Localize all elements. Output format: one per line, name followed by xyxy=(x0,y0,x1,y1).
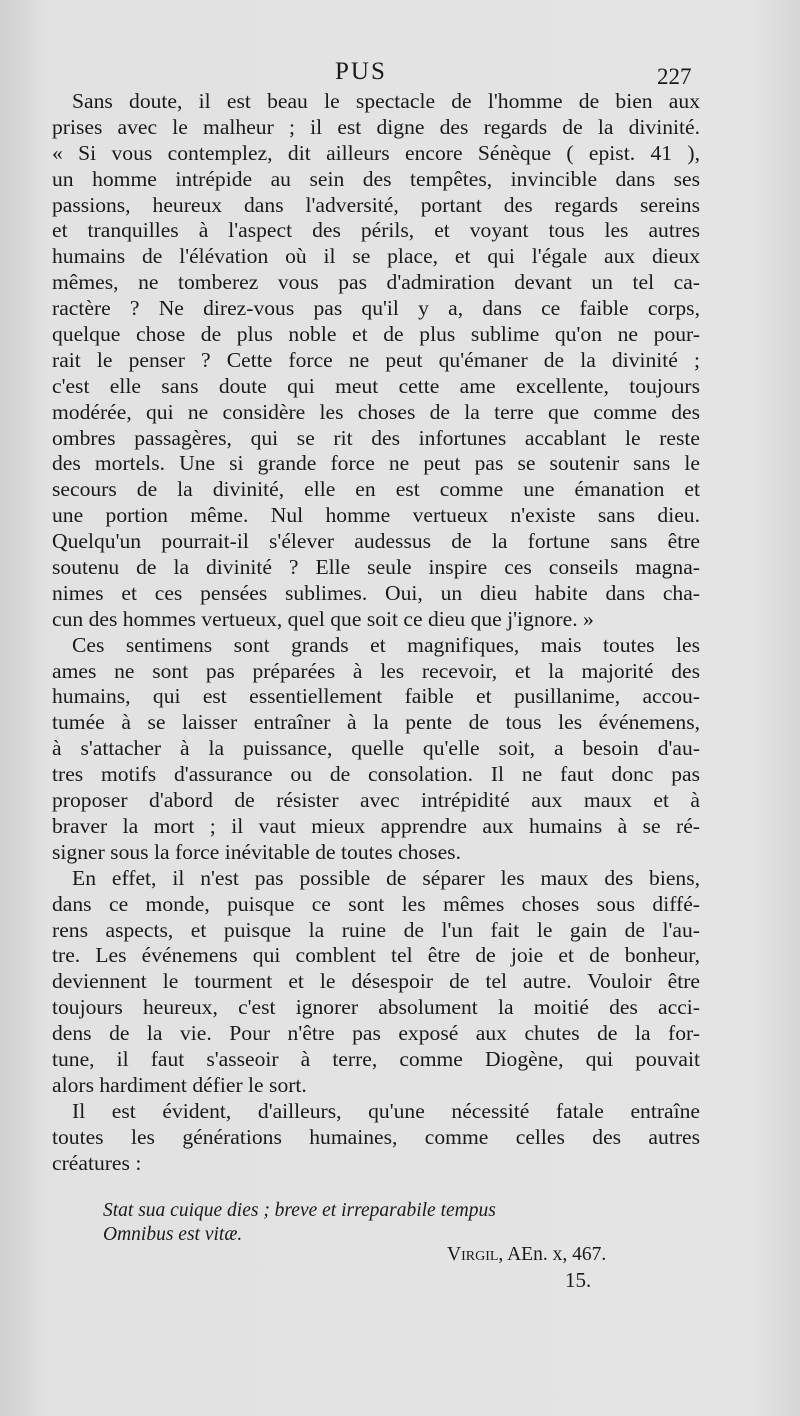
page-number: 227 xyxy=(657,64,692,89)
text-line: ames ne sont pas préparées à les recevoir, et la majorité des xyxy=(52,658,700,683)
text-line: des mortels. Une si grande force ne peut pas se soutenir sans le xyxy=(52,451,700,476)
text-line: alors hardiment défier le sort. xyxy=(52,1072,307,1097)
text-line: mêmes, ne tomberez vous pas d'admiration devant un tel ca- xyxy=(52,270,700,295)
text-line: nimes et ces pensées sublimes. Oui, un dieu habite dans cha- xyxy=(52,580,700,605)
latin-epigraph xyxy=(103,1199,663,1247)
running-head xyxy=(0,58,800,88)
citation-author: Virgil xyxy=(447,1244,499,1265)
text-line: soutenu de la divinité ? Elle seule inspire ces conseils magna- xyxy=(52,555,700,580)
text-line: secours de la divinité, elle en est comme une émanation et xyxy=(52,477,700,502)
text-line: En effet, il n'est pas possible de séparer les maux des biens, xyxy=(72,865,700,890)
text-line: tres motifs d'assurance ou de consolation. Il ne faut donc pas xyxy=(52,762,700,787)
text-line: passions, heureux dans l'adversité, portant des regards sereins xyxy=(52,192,700,217)
text-line: prises avec le malheur ; il est digne des regards de la divinité. xyxy=(52,114,700,139)
text-line: à s'attacher à la puissance, quelle qu'elle soit, a besoin d'au- xyxy=(52,736,700,761)
text-line: quelque chose de plus noble et de plus sublime qu'on ne pour- xyxy=(52,322,700,347)
body-text xyxy=(52,89,700,1176)
citation-reference: , AEn. x, 467. xyxy=(498,1244,607,1265)
text-line: une portion même. Nul homme vertueux n'existe sans dieu. xyxy=(52,503,700,528)
text-line: Quelqu'un pourrait-il s'élever audessus de la fortune sans être xyxy=(52,529,700,554)
text-line: un homme intrépide au sein des tempêtes, invincible dans ses xyxy=(52,166,700,191)
signature-mark: 15. xyxy=(565,1268,592,1292)
text-line: rait le penser ? Cette force ne peut qu'émaner de la divinité ; xyxy=(52,347,700,372)
text-line: cun des hommes vertueux, quel que soit ce dieu que j'ignore. » xyxy=(52,606,594,631)
text-line: braver la mort ; il vaut mieux apprendre aux humains à se ré- xyxy=(52,813,700,838)
text-line: toujours heureux, c'est ignorer absolument la moitié des acci- xyxy=(52,995,700,1020)
epigraph-line: Omnibus est vitæ. xyxy=(103,1224,243,1245)
text-line: signer sous la force inévitable de toutes choses. xyxy=(52,839,461,864)
text-line: modérée, qui ne considère les choses de la terre que comme des xyxy=(52,399,700,424)
text-line: tumée à se laisser entraîner à la pente de tous les événemens, xyxy=(52,710,700,735)
text-line: dans ce monde, puisque ce sont les mêmes choses sous diffé- xyxy=(52,891,700,916)
text-line: Ces sentimens sont grands et magnifiques, mais toutes les xyxy=(72,632,700,657)
text-line: deviennent le tourment et le désespoir de tel autre. Vouloir être xyxy=(52,969,700,994)
epigraph-citation xyxy=(447,1244,652,1266)
text-line: tune, il faut s'asseoir à terre, comme Diogène, qui pouvait xyxy=(52,1046,700,1071)
text-line: « Si vous contemplez, dit ailleurs encore Sénèque ( epist. 41 ), xyxy=(52,140,700,165)
text-line: et tranquilles à l'aspect des périls, et voyant tous les autres xyxy=(52,218,700,243)
text-line: proposer d'abord de résister avec intrépidité aux maux et à xyxy=(52,788,700,813)
running-head-title: PUS xyxy=(335,58,387,85)
text-line: toutes les générations humaines, comme celles des autres xyxy=(52,1124,700,1149)
text-line: c'est elle sans doute qui meut cette ame excellente, toujours xyxy=(52,373,700,398)
text-line: humains, qui est essentiellement faible et pusillanime, accou- xyxy=(52,684,700,709)
text-line: Sans doute, il est beau le spectacle de l'homme de bien aux xyxy=(72,89,700,113)
text-line: rens aspects, et puisque la ruine de l'un fait le gain de l'au- xyxy=(52,917,700,942)
text-line: Il est évident, d'ailleurs, qu'une nécessité fatale entraîne xyxy=(72,1098,700,1123)
text-line: humains de l'élévation où il se place, et qui l'égale aux dieux xyxy=(52,244,700,269)
text-line: ombres passagères, qui se rit des infortunes accablant le reste xyxy=(52,425,700,450)
text-line: créatures : xyxy=(52,1150,142,1175)
text-line: dens de la vie. Pour n'être pas exposé aux chutes de la for- xyxy=(52,1021,700,1046)
epigraph-line: Stat sua cuique dies ; breve et irreparabile tempus xyxy=(103,1200,496,1221)
text-line: tre. Les événemens qui comblent tel être de joie et de bonheur, xyxy=(52,943,700,968)
text-line: ractère ? Ne direz-vous pas qu'il y a, dans ce faible corps, xyxy=(52,296,700,321)
